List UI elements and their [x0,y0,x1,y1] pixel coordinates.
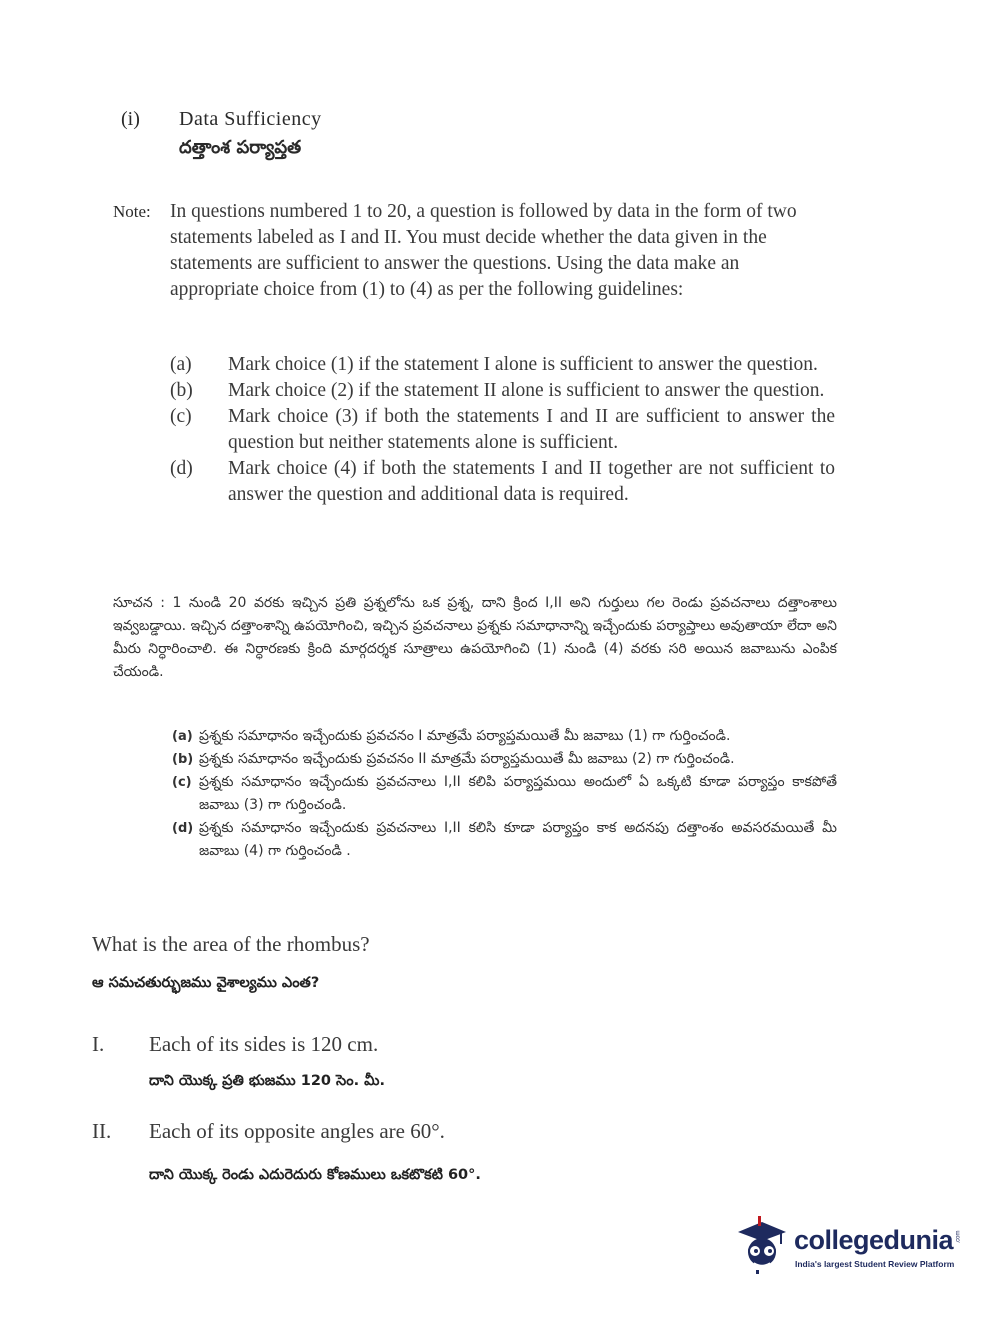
guideline-text: Mark choice (2) if the statement II alone is sufficient to answer the question. [228,380,825,401]
guideline-te-label: (b) [172,752,194,767]
guideline-te-label: (a) [172,729,193,744]
guideline-te-label: (c) [172,775,192,790]
guideline-label: (d) [170,458,193,479]
statement-1-text: Each of its sides is 120 cm. [149,1032,379,1056]
guideline-te-text: ప్రశ్నకు సమాధానం ఇచ్చేందుకు ప్రవచనం II మాత్రమే పర్యాప్తమయితే మీ జవాబు (2) గా గుర్తించండి. [199,751,735,767]
guideline-te-text: ప్రశ్నకు సమాధానం ఇచ్చేందుకు ప్రవచనాలు I,II కలిసి కూడా పర్యాప్తం కాక అదనపు దత్తాంశం అవసరమయితే మీ జవాబు (4) గా గుర్తించండి . [199,820,837,859]
statement-2-text-telugu: దాని యొక్క రెండు ఎదురెదురు కోణములు ఒకటొకటి 60°. [149,1167,481,1183]
section-number: (i) [121,108,140,130]
statement-2-number: II. [92,1119,112,1143]
section-title: Data Sufficiency [179,108,322,130]
guideline-text: Mark choice (3) if both the statements I and II are sufficient to answer the question but neither statements alone is sufficient. [228,406,835,453]
guideline-c [170,404,835,456]
logo-tagline: India's largest Student Review Platform [795,1259,955,1269]
guideline-text: Mark choice (4) if both the statements I and II together are not sufficient to answer the question and additional data is required. [228,458,835,505]
logo-wordmark: collegedunia [794,1225,954,1255]
guidelines-telugu-list [172,725,837,863]
guideline-te-c [172,771,837,817]
guideline-te-label: (d) [172,821,194,836]
question-text-telugu: ఆ సమచతుర్భుజము వైశాల్యము ఎంత? [92,975,320,991]
guideline-d [170,456,835,508]
guideline-label: (b) [170,380,193,401]
note-telugu: సూచన : 1 నుండి 20 వరకు ఇచ్చిన ప్రతి ప్రశ్నలోను ఒక ప్రశ్న, దాని క్రింద I,II అని గుర్తులు గల రెండు ప్రవచనాలు దత్తాంశాలు ఇవ్వబడ్డాయి. ఇచ్చిన దత్తాంశాన్ని ఉపయోగించి, ఇచ్చిన ప్రవచనాలు ప్రశ్నకు సమాధానాన్ని ఇచ్చేందుకు పర్యాప్తాలు అవుతాయా లేదా అని మీరు నిర్ధారించాలి. ఈ నిర్ధారణకు క్రింది మార్గదర్శక సూత్రాలు ఉపయోగించి (1) నుండి (4) వరకు సరి అయిన జవాబును ఎంపిక చేయండి. [113,595,837,680]
guideline-label: (a) [170,354,192,375]
statement-2-text: Each of its opposite angles are 60°. [149,1119,445,1143]
guideline-te-d [172,817,837,863]
guidelines-list [170,352,835,508]
guideline-text: Mark choice (1) if the statement I alone is sufficient to answer the question. [228,354,818,375]
section-title-telugu: దత్తాంశ పర్యాప్తత [179,137,302,158]
guideline-te-text: ప్రశ్నకు సమాధానం ఇచ్చేందుకు ప్రవచనం I మాత్రమే పర్యాప్తమయితే మీ జవాబు (1) గా గుర్తించండి. [199,728,731,744]
guideline-label: (c) [170,406,192,427]
logo-domain-suffix: .com [955,1230,962,1244]
guideline-te-b [172,748,837,771]
guideline-te-text: ప్రశ్నకు సమాధానం ఇచ్చేందుకు ప్రవచనాలు I,II కలిపి పర్యాప్తమయి అందులో ఏ ఒక్కటి కూడా పర్యాప్తం కాకపోతే జవాబు (3) గా గుర్తించండి. [199,774,837,813]
note-label: Note: [113,202,151,221]
guideline-a [170,352,835,378]
guideline-b [170,378,835,404]
statement-1-text-telugu: దాని యొక్క ప్రతి భుజము 120 సెం. మీ. [149,1073,385,1089]
note-text: In questions numbered 1 to 20, a question is followed by data in the form of two statements labeled as I and II. You must decide whether the data given in the statements are sufficient to answer the questions. Using the data make an appropriate choice from (1) to (4) as per the following guidelines: [170,201,797,300]
statement-1-number: I. [92,1032,105,1056]
question-text: What is the area of the rhombus? [92,932,370,956]
guideline-te-a [172,725,837,748]
